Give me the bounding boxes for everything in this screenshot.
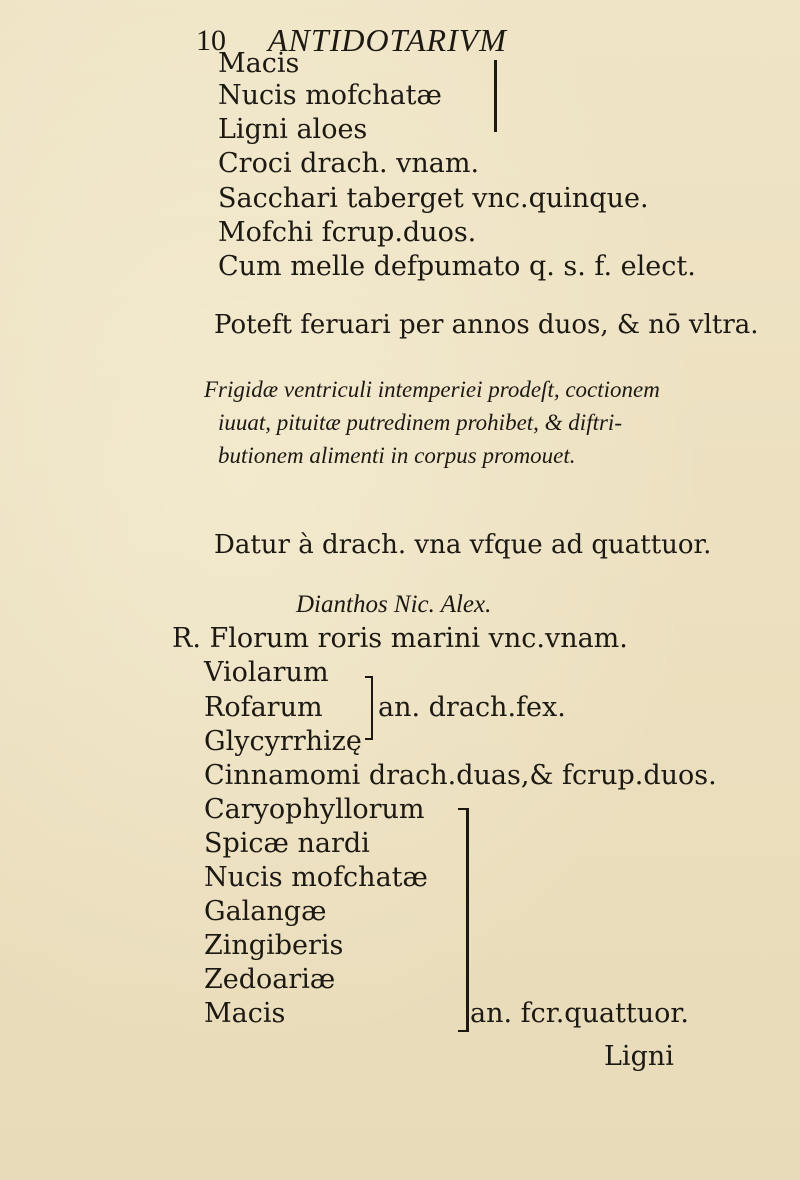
ingredient-line: Galangæ [204,896,327,927]
page-number: 10 [196,24,226,57]
ingredient-line: Macis [204,998,286,1029]
ingredient-line: Croci drach. vnam. [218,148,480,179]
running-head: ANTIDOTARIVM [268,22,507,58]
ingredient-line: Cinnamomi drach.duas,& fcrup.duos. [204,760,717,791]
ingredient-line: Nucis mofchatæ [204,862,428,893]
ingredient-line: Zingiberis [204,930,344,961]
ingredient-line: Nucis mofchatæ [218,80,442,111]
ingredient-line: Macis [218,48,300,79]
ingredient-line: Violarum [204,657,329,688]
quantity-label: an. drach.fex. [378,692,566,723]
ingredient-line: R. Florum roris marini vnc.vnam. [172,623,628,654]
shelf-life-note: Poteft feruari per annos duos, & nō vltra. [214,310,759,340]
ingredient-line: Zedoariæ [204,964,336,995]
ingredient-line: Rofarum [204,692,323,723]
grouping-brace [365,676,373,740]
virtue-text-line: Frigidæ ventriculi intemperiei prodeſt, coctionem [204,377,660,402]
dosage-note: Datur à drach. vna vfque ad quattuor. [214,530,712,560]
ingredient-line: Glycyrrhizę [204,726,362,757]
grouping-brace [458,808,469,1032]
quantity-label: an. fcr.quattuor. [470,998,689,1029]
recipe-heading: Dianthos Nic. Alex. [296,591,492,618]
grouping-brace [494,60,501,132]
ingredient-line: Spicæ nardi [204,828,370,859]
ingredient-line: Sacchari taberget vnc.quinque. [218,183,649,214]
ingredient-line: Mofchi fcrup.duos. [218,217,477,248]
ingredient-line: Caryophyllorum [204,794,425,825]
virtue-text-line: iuuat, pituitæ putredinem prohibet, & diftri- [218,410,622,435]
virtue-text-line: butionem alimenti in corpus promouet. [218,443,576,468]
catchword: Ligni [604,1041,674,1072]
ingredient-line: Ligni aloes [218,114,368,145]
ingredient-line: Cum melle defpumato q. s. f. elect. [218,251,696,282]
